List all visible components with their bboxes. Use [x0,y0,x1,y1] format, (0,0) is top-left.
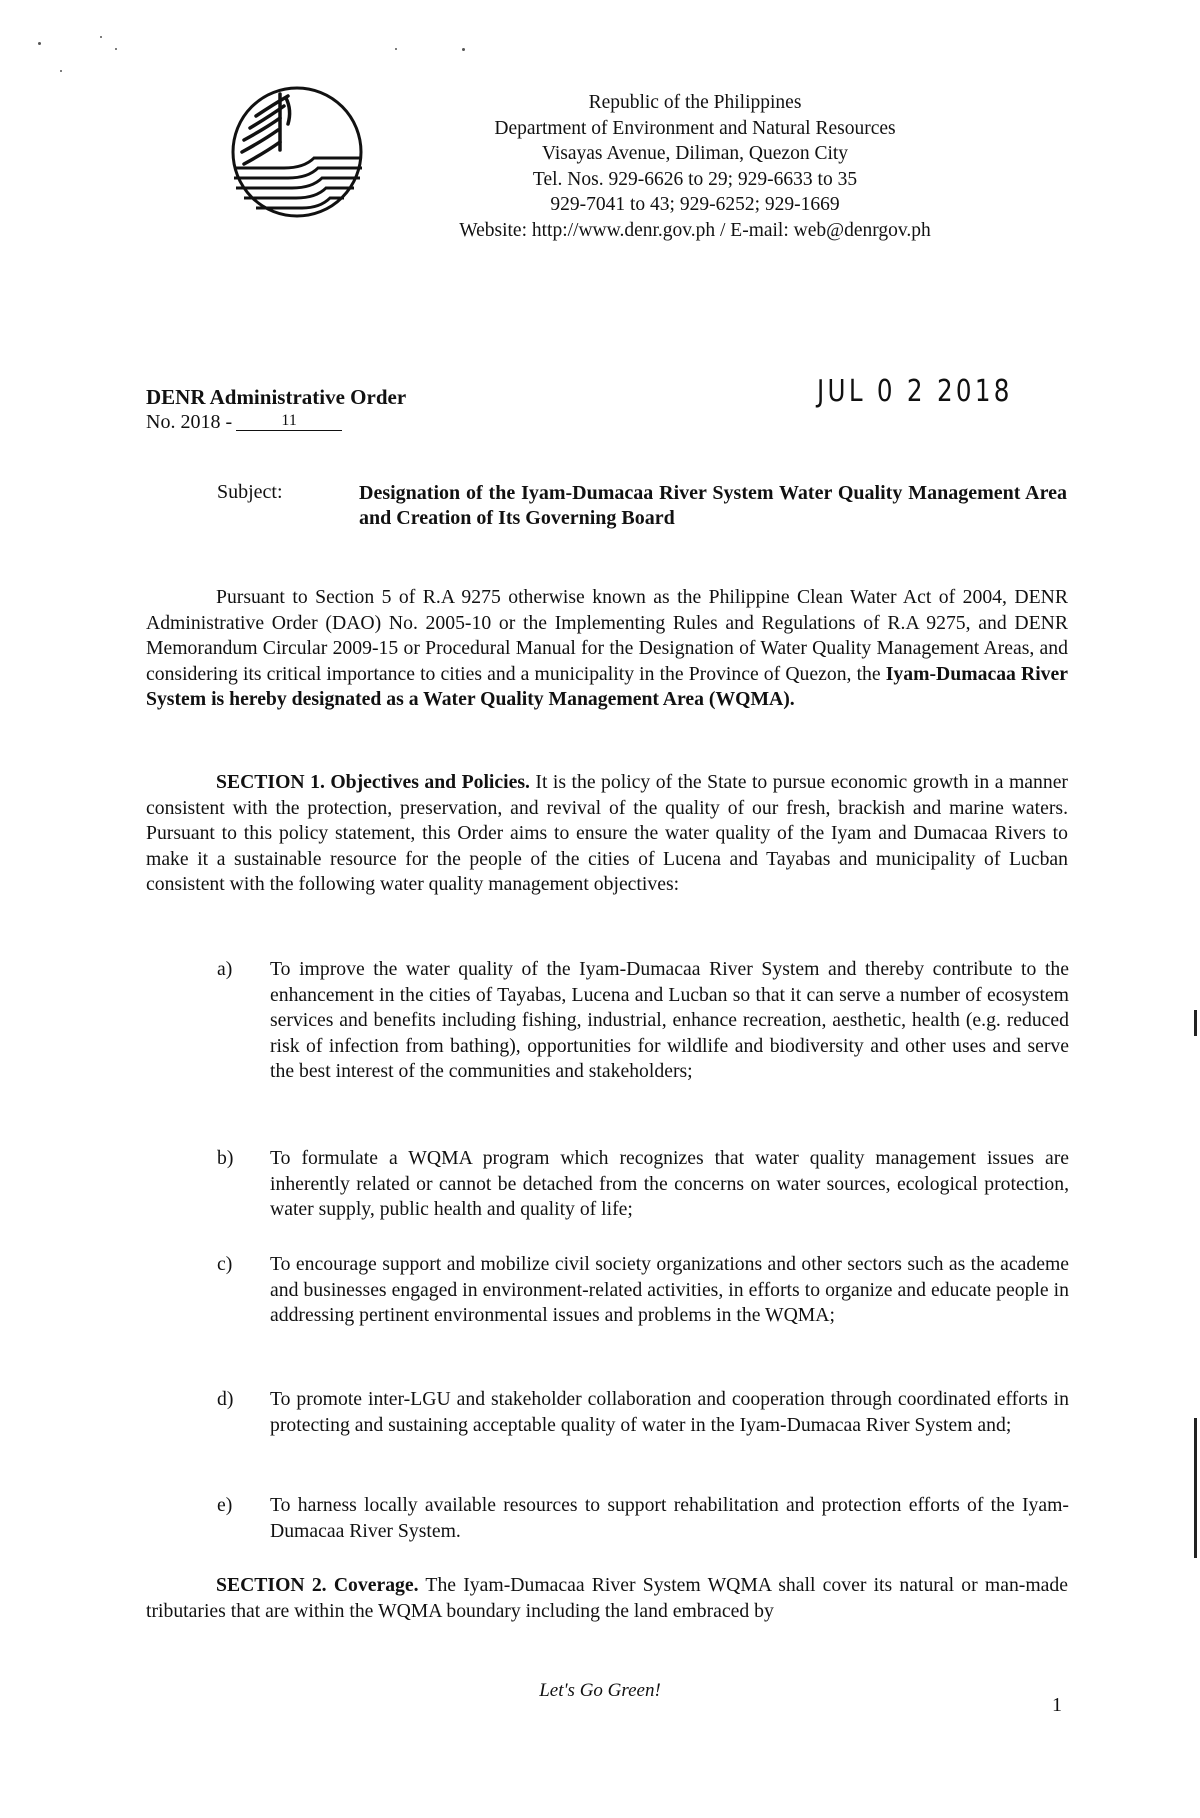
letterhead-phone-2: 929-7041 to 43; 929-6252; 929-1669 [550,194,840,215]
objective-marker: a) [217,958,233,980]
objective-text: To harness locally available resources to support rehabilitation and protection efforts of the Iyam-Dumacaa River System. [270,1494,1069,1542]
scan-speck [395,48,397,50]
section-2-paragraph [146,1573,1068,1624]
letterhead-department: Department of Environment and Natural Resources [494,117,896,139]
objective-item [217,1252,1069,1329]
order-number-prefix: No. 2018 - [146,411,233,433]
scan-speck [60,70,62,72]
letterhead-republic: Republic of the Philippines [588,92,802,113]
scan-edge-mark [1194,1418,1197,1558]
order-number-value: 11 [236,412,342,431]
scan-speck [115,48,117,50]
date-stamp: JUL 0 2 2018 [817,374,1013,409]
objective-text: To formulate a WQMA program which recognizes that water quality management issues are inherently related or cannot be detached from the concerns on water sources, ecological protection, water supply, public health and quality of life; [270,1147,1069,1220]
scan-edge-mark [1194,1010,1197,1036]
objective-marker: c) [217,1253,233,1275]
order-number [146,411,342,434]
section-1-paragraph [146,770,1068,898]
scan-speck [38,42,41,45]
section-1-heading: SECTION 1. Objectives and Policies. [216,771,530,793]
letterhead-address: Visayas Avenue, Diliman, Quezon City [541,143,849,164]
order-title: DENR Administrative Order [146,385,407,409]
preamble-paragraph [146,585,1068,713]
objective-item [217,1493,1069,1544]
objective-item [217,957,1069,1085]
letterhead-phone-1: Tel. Nos. 929-6626 to 29; 929-6633 to 35 [532,168,858,190]
subject-text: Designation of the Iyam-Dumacaa River System Water Quality Management Area and Creation of Its Governing Board [359,482,1067,529]
letterhead [395,90,995,243]
section-2-text: The Iyam-Dumacaa River System WQMA shall cover its natural or man-made tributaries that are within the WQMA boundary including the land embraced by [146,1574,1068,1622]
section-2-heading: SECTION 2. Coverage. [216,1574,419,1596]
scan-speck [100,36,102,38]
objective-item [217,1146,1069,1223]
objective-text: To encourage support and mobilize civil society organizations and other sectors such as the academe and businesses engaged in environment-related activities, in efforts to organize and educate people in addressing pertinent environmental issues and problems in the WQMA; [270,1253,1069,1326]
objective-marker: e) [217,1494,233,1516]
denr-logo [214,80,374,220]
subject-label: Subject: [217,481,283,503]
page-number: 1 [1052,1694,1062,1716]
preamble-text: Pursuant to Section 5 of R.A 9275 otherwise known as the Philippine Clean Water Act of 2004, DENR Administrative Order (DAO) No. 2005-10 or the Implementing Rules and Regulations of R.A 9275, and DENR Memorandum Circular 2009-15 or Procedural Manual for the Designation of Water Quality Management Areas, and considering its critical importance to cities and a municipality in the Province of Quezon, the [146,586,1068,685]
objective-text: To improve the water quality of the Iyam-Dumacaa River System and thereby contribute to the enhancement in the cities of Tayabas, Lucena and Lucban so that it can serve a number of ecosystem services and benefits including fishing, industrial, enhance recreation, aesthetic, health (e.g. reduced risk of infection from bathing), opportunities for wildlife and biodiversity and other uses and serve the best interest of the communities and stakeholders; [270,958,1069,1082]
scan-speck [462,48,465,51]
objective-text: To promote inter-LGU and stakeholder collaboration and cooperation through coordinated efforts in protecting and sustaining acceptable quality of water in the Iyam-Dumacaa River System and; [270,1388,1069,1436]
preamble-bold-text: Iyam-Dumacaa River System is hereby designated as a Water Quality Management Area (WQMA). [146,662,1068,710]
letterhead-website: Website: http://www.denr.gov.ph / E-mail: web@denrgov.ph [459,219,931,241]
section-1-text: It is the policy of the State to pursue economic growth in a manner consistent with the protection, preservation, and revival of the quality of our fresh, brackish and marine waters. Pursuant to this policy statement, this Order aims to ensure the water quality of the Iyam and Dumacaa Rivers to make it a sustainable resource for the people of the cities of Lucena and Tayabas and municipality of Lucban consistent with the following water quality management objectives: [146,771,1068,895]
objective-item [217,1387,1069,1438]
objective-marker: b) [217,1147,234,1169]
footer-motto: Let's Go Green! [539,1680,661,1701]
objective-marker: d) [217,1388,234,1410]
